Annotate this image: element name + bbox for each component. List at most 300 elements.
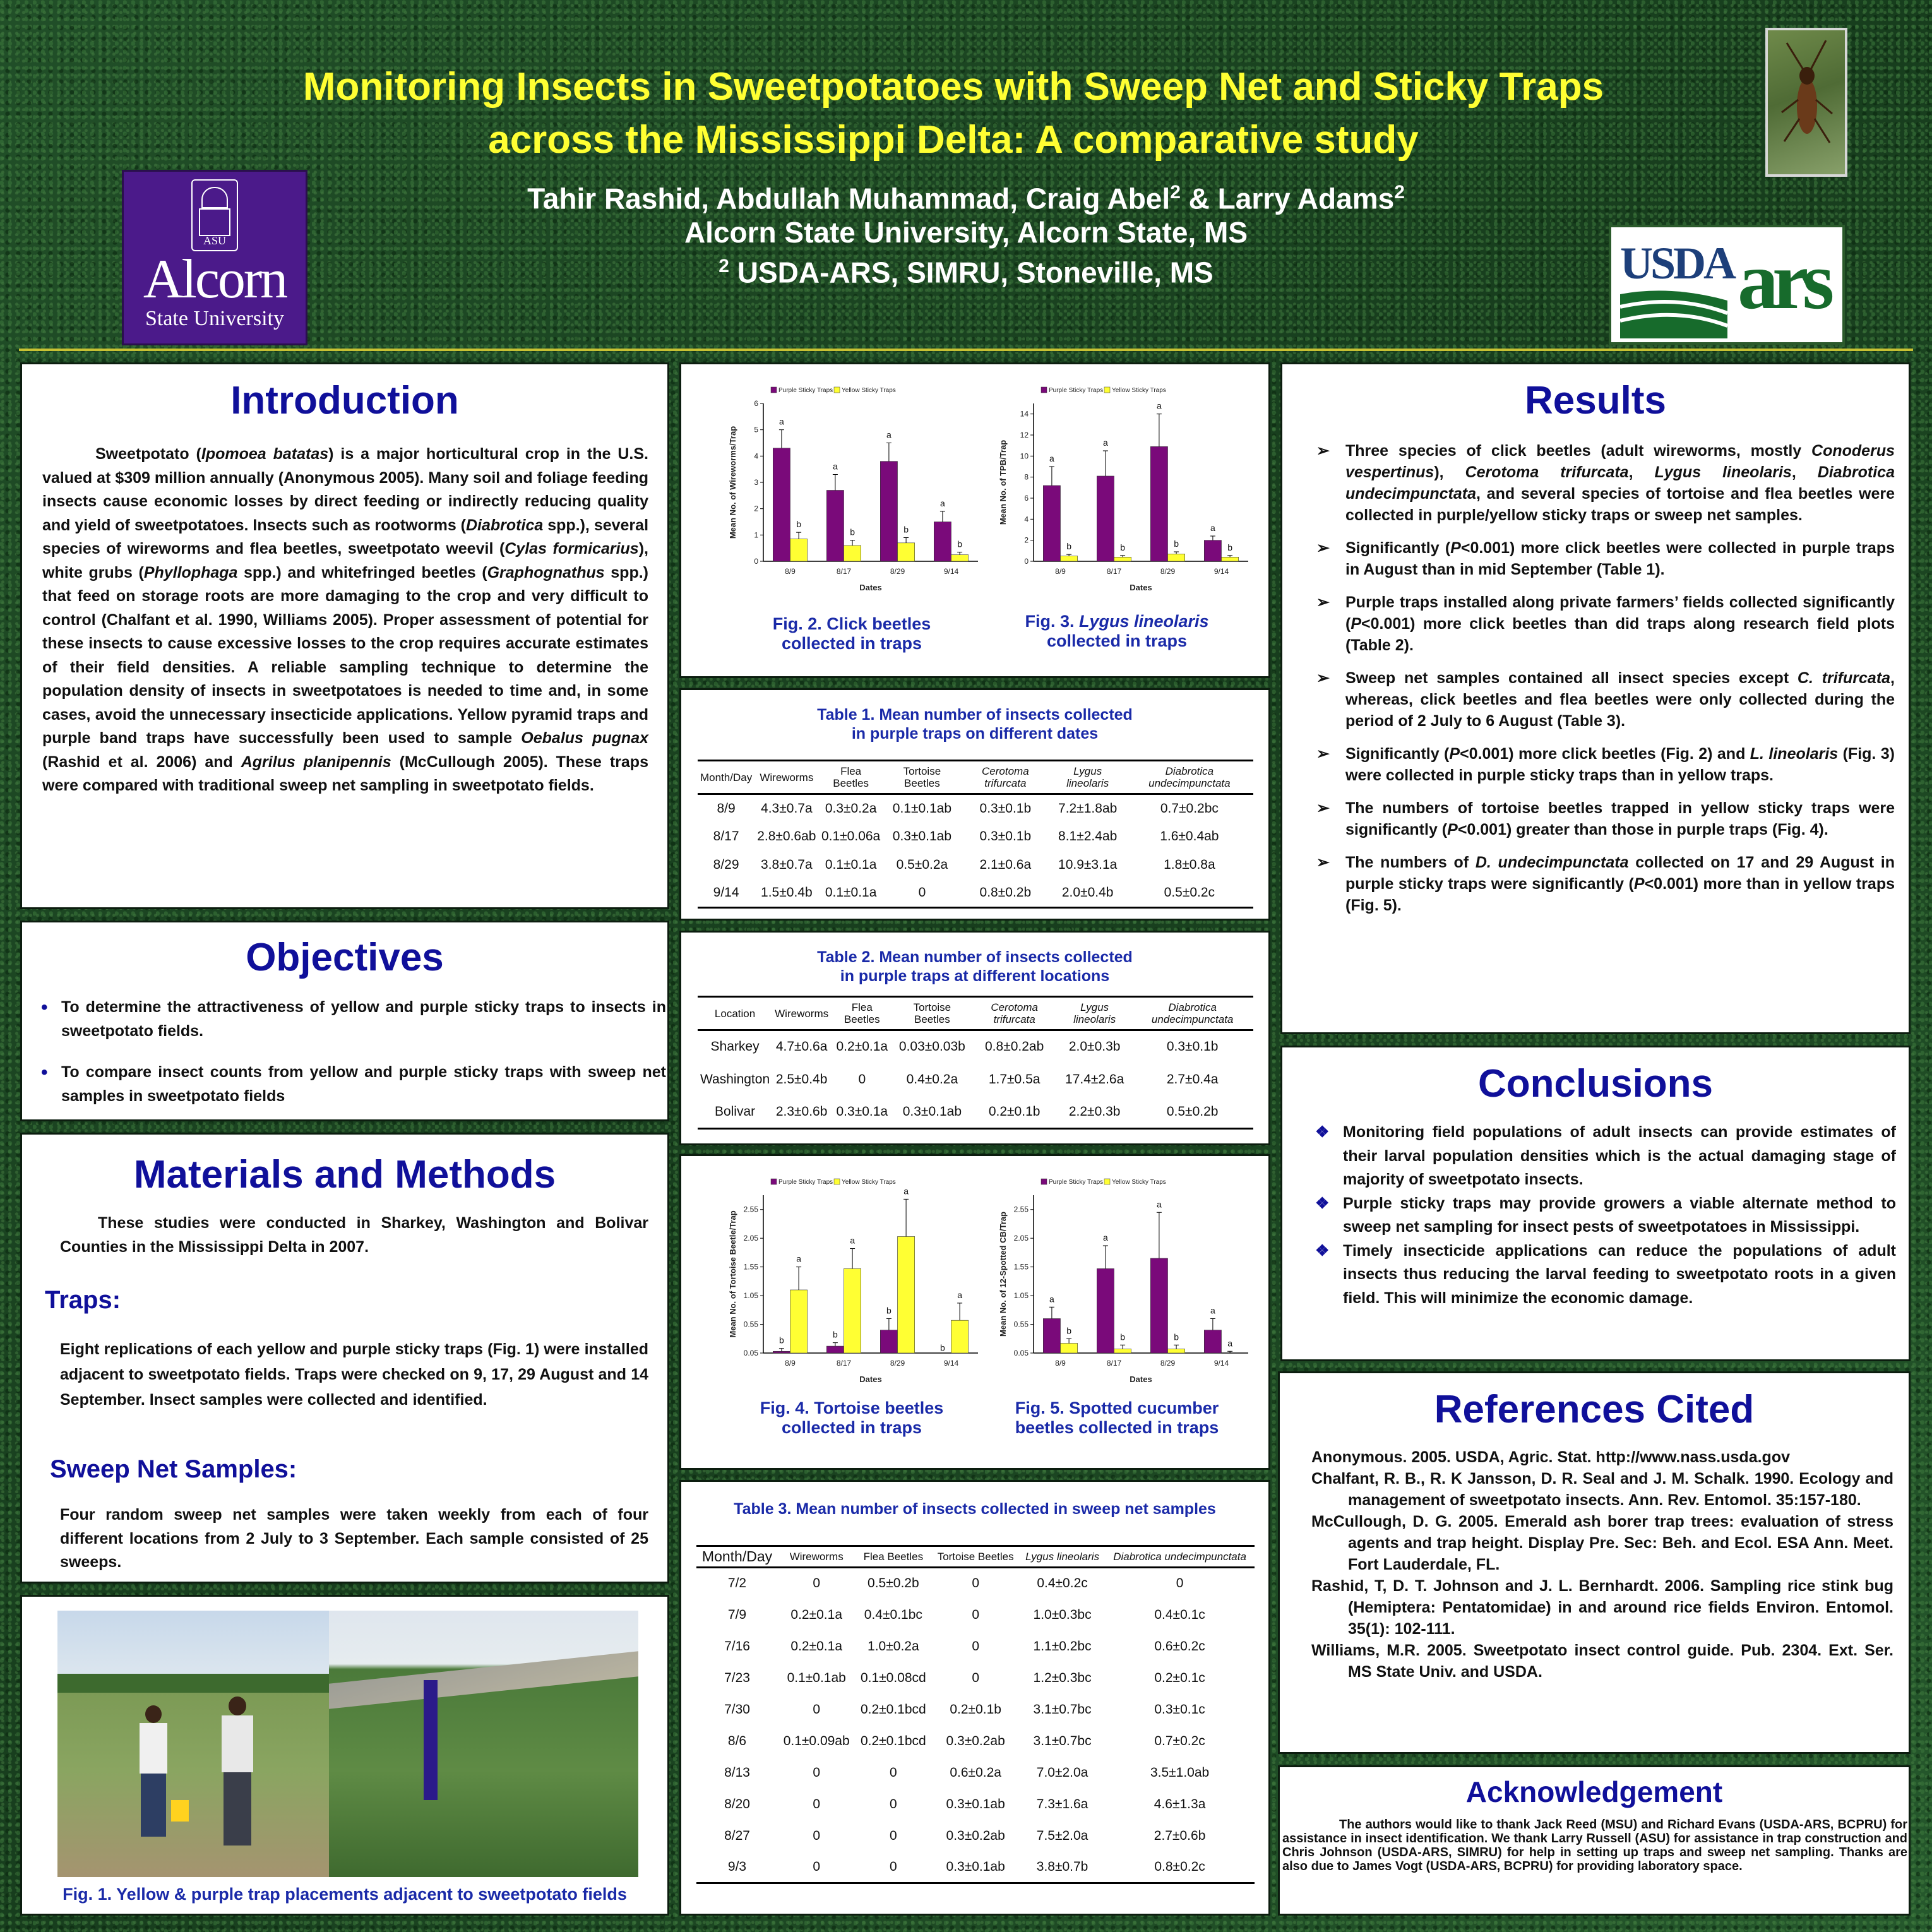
bar-purple	[1204, 1330, 1221, 1353]
table-cell: Bolivar	[698, 1096, 772, 1129]
table-cell: 9/3	[696, 1852, 778, 1883]
table-cell: 8.1±2.4ab	[1058, 829, 1118, 844]
fig4-chart	[719, 1170, 984, 1404]
person-figure-icon	[140, 1705, 167, 1838]
table-cell: 10.9±3.1a	[1058, 857, 1118, 872]
table-cell: 0	[813, 1702, 821, 1717]
significance-label: a	[940, 498, 945, 508]
arrow-bullet-icon: ➢	[1316, 745, 1330, 763]
table-cell: 3.8±0.7b	[1020, 1852, 1105, 1883]
introduction-text: Sweetpotato (Ipomoea batatas) is a major horticultural crop in the U.S. valued at $309 million annually (Anonymous 2005). Many soil and foliage feeding insects cause economic losses by direct feeding or indirectly reducing quality and yield of sweetpotatoes. Insects such as rootworms (Diabrotica spp.), several species of wireworms and flea beetles, sweetpotato weevil (Cylas formicarius), white grubs (Phyllophaga spp.) and whitefringed beetles (Graphognathus spp.) that feed on storage roots are more damaging to the crop and very difficult to control (Chalfant et al. 1990, Williams 2005). Proper assessment of potential for these insects to cause excessive losses to the crop requires accurate estimates of their field densities. A reliable sampling technique to determine the population density of insects in sweetpotatoes is needed to time and, in some cases, avoid the unnecessary insecticide applications. Yellow pyramid traps and purple band traps have successfully been used to sample Oebalus pugnax (Rashid et al. 2006) and Agrilus planipennis (McCullough 2005). These traps were compared with traditional sweep net sampling in sweetpotato fields.	[42, 445, 649, 794]
arrow-bullet-icon: ➢	[1316, 799, 1330, 817]
table-cell: 0.5±0.2a	[896, 857, 948, 872]
poster-title	[189, 61, 1717, 167]
significance-label: b	[1174, 539, 1179, 549]
bar-yellow	[844, 546, 861, 561]
table-cell: 2.8±0.6ab	[757, 829, 816, 844]
table-cell: 1.8±0.8a	[1164, 857, 1215, 872]
photo-sweetpotato-field	[329, 1611, 638, 1877]
table-cell: 4.7±0.6a	[775, 1039, 828, 1054]
affiliation-2: $^2$ USDA-ARS, SIMRU, Stoneville, MS	[719, 256, 1213, 289]
y-tick-label: 6	[754, 399, 758, 408]
table-cell: 0.2±0.1a	[790, 1607, 842, 1622]
introduction-title: Introduction	[230, 379, 459, 422]
poster-title-line2: across the Mississippi Delta: A comparative study	[488, 118, 1419, 162]
table-cell: 1.0±0.3bc	[1033, 1607, 1092, 1622]
x-tick-label: 9/14	[1213, 1359, 1229, 1368]
conclusion-item: ❖ Timely insecticide applications can reduce the populations of adult insects thus reducing the larval feeding to sweetpotato roots in a given field. This will minimize the economic damage.	[1315, 1239, 1896, 1311]
bar-purple	[1150, 1258, 1167, 1353]
significance-label: a	[1227, 1338, 1232, 1349]
table-cell: 0.8±0.2b	[961, 880, 1050, 908]
conclusions-list	[1315, 1121, 1896, 1310]
arrow-bullet-icon: ➢	[1316, 442, 1330, 460]
significance-label: b	[1120, 542, 1125, 552]
bar-yellow	[1114, 1349, 1131, 1353]
table-cell: 0	[890, 1796, 897, 1811]
purple-trap-icon	[424, 1680, 438, 1800]
legend-label: Yellow Sticky Traps	[1112, 1179, 1166, 1186]
x-tick-label: 8/29	[890, 567, 905, 576]
results-list	[1316, 440, 1895, 916]
table1-panel	[679, 688, 1270, 921]
table-cell: 0	[813, 1765, 821, 1780]
bar-purple	[934, 522, 951, 562]
significance-label: a	[779, 416, 784, 427]
table-cell: 8/6	[727, 1733, 747, 1748]
table-row	[696, 1757, 1255, 1789]
methods-title: Materials and Methods	[133, 1153, 556, 1196]
table-cell: 0.4±0.1bc	[864, 1607, 922, 1622]
table-row	[696, 1789, 1255, 1820]
results-panel	[1280, 362, 1911, 1034]
usda-ars-logo	[1609, 225, 1845, 345]
bar-yellow	[898, 543, 915, 561]
y-tick-label: 0.55	[743, 1320, 758, 1329]
legend-swatch	[834, 387, 840, 393]
legend-label: Yellow Sticky Traps	[842, 387, 896, 394]
table-cell: 8/17	[713, 829, 739, 844]
table-cell: 7/30	[724, 1702, 750, 1717]
y-tick-label: 12	[1020, 431, 1029, 439]
y-tick-label: 1.05	[743, 1291, 758, 1301]
references-list	[1311, 1446, 1893, 1683]
table-row	[696, 1726, 1255, 1757]
table-cell: 0.5±0.2b	[868, 1576, 919, 1591]
table-cell: 8/29	[713, 857, 739, 872]
table-cell: 0.8±0.2ab	[985, 1039, 1044, 1054]
significance-label: a	[1103, 438, 1108, 448]
bar-purple	[880, 1330, 897, 1353]
yellow-trap-icon	[171, 1800, 189, 1822]
significance-label: a	[1049, 1294, 1054, 1304]
table-header-row: Location Wireworms Flea Beetles Tortoise Beetles Cerotoma trifurcata Lygus lineolaris Diabrotica undecimpunctata	[698, 997, 1253, 1030]
objective-item: • To compare insect counts from yellow and purple sticky traps with sweep net samples in sweetpotato fields	[41, 1062, 666, 1105]
significance-label: b	[796, 519, 801, 530]
x-tick-label: 8/17	[1106, 567, 1122, 576]
significance-label: a	[886, 429, 891, 440]
conclusions-panel	[1280, 1046, 1911, 1361]
table-cell: 7.2±1.8ab	[1058, 801, 1118, 816]
acknowledgement-title: Acknowledgement	[1465, 1775, 1723, 1808]
table-cell: 17.4±2.6a	[1065, 1071, 1124, 1087]
table-row	[696, 1599, 1255, 1631]
table-cell: 0.3±0.2a	[825, 801, 877, 816]
result-item: ➢ The numbers of tortoise beetles trapped in yellow sticky traps were significantly (P<0.001) greater than those in purple traps (Fig. 4).	[1316, 797, 1895, 840]
fig2-3-panel	[679, 362, 1270, 678]
objectives-title: Objectives	[246, 936, 444, 979]
table-cell: 2.3±0.6b	[772, 1096, 831, 1129]
sweep-heading: Sweep Net Samples:	[50, 1455, 297, 1483]
table-cell: 7/16	[724, 1638, 750, 1654]
table-cell: 2.0±0.4b	[1050, 880, 1126, 908]
bar-purple	[1097, 1268, 1114, 1353]
significance-label: b	[779, 1335, 784, 1345]
table-cell: 0	[813, 1576, 821, 1591]
table-header-row: Month/Day Wireworms Flea Beetles Tortoise Beetles Cerotoma trifurcata Lygus lineolaris Diabrotica undecimpunctata	[698, 761, 1253, 794]
table-cell: 0.3±0.1ab	[892, 829, 952, 844]
fig4-5-panel	[679, 1154, 1270, 1470]
table-cell: 0.3±0.1b	[979, 829, 1032, 844]
table-cell: 0.7±0.2c	[1154, 1733, 1205, 1748]
result-item: ➢ Purple traps installed along private farmers’ fields collected significantly (P<0.001) more click beetles than did traps along research field plots (Table 2).	[1316, 592, 1895, 656]
table-cell: 0	[1176, 1576, 1184, 1591]
y-tick-label: 10	[1020, 451, 1029, 461]
arrow-bullet-icon: ➢	[1316, 854, 1330, 871]
table-cell: 0.1±0.09ab	[783, 1733, 850, 1748]
bullet-dot-icon: •	[41, 1062, 48, 1083]
x-tick-label: 8/29	[1160, 1359, 1176, 1368]
bar-yellow	[951, 555, 969, 561]
y-tick-label: 2.55	[1013, 1205, 1029, 1214]
table-cell: 0.2±0.1a	[836, 1039, 888, 1054]
x-tick-label: 9/14	[943, 1359, 959, 1368]
significance-label: b	[850, 527, 855, 537]
legend-swatch	[834, 1179, 840, 1184]
y-axis-label: Mean No. of Wireworms/Trap	[728, 426, 737, 539]
legend-swatch	[771, 1179, 777, 1184]
x-tick-label: 8/17	[1106, 1359, 1122, 1368]
table-cell: 0.4±0.2a	[906, 1071, 958, 1087]
significance-label: a	[1049, 453, 1054, 463]
traps-text: Eight replications of each yellow and purple sticky traps (Fig. 1) were installed adjacent to sweetpotato fields. Traps were checked on 9, 17, 29 August and 14 September. Insect samples were collected and identified.	[60, 1340, 648, 1409]
y-tick-label: 1	[754, 530, 758, 540]
table-cell: 0	[972, 1638, 979, 1654]
y-tick-label: 2	[1024, 535, 1029, 545]
usda-logo: USDA	[1620, 238, 1734, 289]
table-cell: 0.3±0.1ab	[946, 1796, 1005, 1811]
x-axis-label: Dates	[859, 583, 882, 592]
y-tick-label: 6	[1024, 494, 1029, 503]
table-row	[698, 823, 1253, 851]
table-cell: 0	[858, 1071, 866, 1087]
table-cell: 0.1±0.1a	[818, 880, 883, 908]
bar-purple	[880, 462, 897, 561]
introduction-panel	[20, 362, 669, 909]
table-cell: 8/20	[724, 1796, 750, 1811]
acknowledgement-panel	[1278, 1765, 1911, 1916]
table-cell: 4.6±1.3a	[1154, 1796, 1206, 1811]
table-cell: 3.8±0.7a	[761, 857, 813, 872]
x-tick-label: 9/14	[1213, 567, 1229, 576]
table-cell: 3.1±0.7bc	[1033, 1702, 1092, 1717]
table-cell: 2.0±0.3b	[1068, 1039, 1121, 1054]
table-cell: 0.03±0.03b	[898, 1039, 965, 1054]
y-tick-label: 1.55	[743, 1262, 758, 1272]
significance-label: a	[1210, 1305, 1215, 1316]
table-cell: 0	[883, 880, 961, 908]
x-tick-label: 9/14	[943, 567, 959, 576]
legend-swatch	[1104, 1179, 1110, 1184]
conclusions-title: Conclusions	[1477, 1062, 1714, 1106]
table-cell: 1.6±0.4ab	[1160, 829, 1219, 844]
x-axis-label: Dates	[859, 1374, 882, 1384]
authors-block	[316, 176, 1616, 290]
references-panel	[1278, 1371, 1911, 1754]
table-row	[696, 1820, 1255, 1852]
table-cell: 0	[972, 1670, 979, 1685]
table-cell: 0.2±0.1bcd	[860, 1702, 926, 1717]
table-row	[698, 794, 1253, 823]
bar-purple	[1150, 446, 1167, 561]
bar-yellow	[1168, 554, 1185, 561]
legend-swatch	[1104, 387, 1110, 393]
table-cell: 7.0±2.0a	[1036, 1765, 1088, 1780]
fig1-caption: Fig. 1. Yellow & purple trap placements adjacent to sweetpotato fields	[63, 1885, 627, 1904]
x-tick-label: 8/9	[1055, 567, 1066, 576]
table-row	[696, 1568, 1255, 1599]
table-header-row: Month/Day Wireworms Flea Beetles Tortoise Beetles Lygus lineolaris Diabrotica undecimpunctata	[696, 1546, 1255, 1568]
table3-panel	[679, 1480, 1270, 1916]
table-cell: 8/13	[724, 1765, 750, 1780]
bullet-dot-icon: •	[41, 997, 48, 1018]
references-title: References Cited	[1434, 1388, 1755, 1431]
table-cell: 0.6±0.2a	[950, 1765, 1001, 1780]
table-cell: 0.3±0.1ab	[893, 1096, 971, 1129]
y-tick-label: 1.05	[1013, 1291, 1029, 1301]
table-cell: 0.4±0.2c	[1037, 1576, 1088, 1591]
table-cell: 7.3±1.6a	[1036, 1796, 1088, 1811]
x-axis-label: Dates	[1130, 1374, 1152, 1384]
significance-label: a	[957, 1289, 962, 1300]
y-axis-label: Mean No. of TPB/Trap	[998, 439, 1008, 525]
bar-yellow	[1061, 1344, 1078, 1353]
table3	[696, 1545, 1255, 1884]
bar-purple	[826, 1346, 844, 1353]
conclusion-item: ❖ Monitoring field populations of adult insects can provide estimates of their larval population densities which is the actual damaging stage of majority of sweetpotato insects.	[1315, 1121, 1896, 1192]
x-tick-label: 8/9	[785, 1359, 796, 1368]
y-tick-label: 4	[754, 451, 758, 461]
significance-label: b	[1227, 542, 1232, 552]
methods-panel	[20, 1133, 669, 1583]
x-tick-label: 8/9	[1055, 1359, 1066, 1368]
table3-caption: Table 3. Mean number of insects collected in sweep net samples	[734, 1500, 1216, 1518]
significance-label: b	[1066, 541, 1071, 552]
table-cell: 2.1±0.6a	[979, 857, 1032, 872]
table-cell: 1.5±0.4b	[754, 880, 818, 908]
affiliation-1: Alcorn State University, Alcorn State, MS	[684, 216, 1248, 249]
significance-label: a	[1157, 1199, 1162, 1210]
x-tick-label: 8/9	[785, 567, 796, 576]
bar-yellow	[1168, 1349, 1185, 1353]
significance-label: a	[1103, 1232, 1108, 1243]
table-cell: 0	[972, 1576, 979, 1591]
x-tick-label: 8/17	[836, 1359, 852, 1368]
significance-label: a	[903, 1186, 909, 1196]
reference-item: Williams, M.R. 2005. Sweetpotato insect control guide. Pub. 2304. Ext. Ser. MS State Univ. and USDA.	[1311, 1642, 1893, 1681]
table-cell: 0.7±0.2bc	[1160, 801, 1219, 816]
table-cell: 1.0±0.2a	[868, 1638, 919, 1654]
methods-intro: These studies were conducted in Sharkey, Washington and Bolivar Counties in the Mississippi Delta in 2007.	[60, 1214, 648, 1256]
legend-swatch	[1041, 387, 1047, 393]
y-tick-label: 0	[1024, 557, 1029, 566]
table-row	[698, 1030, 1253, 1063]
table-cell: 0.3±0.1ab	[931, 1852, 1020, 1883]
header-divider	[19, 349, 1913, 351]
table-cell: 1.1±0.2bc	[1033, 1638, 1092, 1654]
table-row	[698, 1063, 1253, 1096]
y-tick-label: 1.55	[1013, 1262, 1029, 1272]
table-cell: 7/9	[727, 1607, 747, 1622]
table-cell: 3.5±1.0ab	[1150, 1765, 1210, 1780]
bar-purple	[1097, 476, 1114, 561]
table-cell: 0.5±0.2b	[1131, 1096, 1253, 1129]
fig3-chart	[989, 378, 1255, 612]
table-cell: 0.1±0.08cd	[860, 1670, 926, 1685]
insect-photo	[1765, 28, 1847, 177]
table-cell: 0	[972, 1607, 979, 1622]
traps-heading: Traps:	[45, 1286, 121, 1314]
legend-swatch	[1041, 1179, 1047, 1184]
significance-label: a	[1157, 400, 1162, 411]
y-tick-label: 2	[754, 504, 758, 513]
reference-item: McCullough, D. G. 2005. Emerald ash borer trap trees: evaluation of stress agents and trap height. Display Pre. Sec: Beh. and Ecol. ESA Ann. Meet. Fort Lauderdale, FL.	[1311, 1513, 1893, 1573]
table-cell: 0	[813, 1828, 821, 1843]
fig2-caption: Fig. 2. Click beetles collected in traps	[772, 614, 931, 653]
table1	[698, 760, 1253, 909]
reference-item: Chalfant, R. B., R. K Jansson, D. R. Seal and J. M. Schalk. 1990. Ecology and management of sweetpotato insects. Ann. Rev. Entomol. 35:157-180.	[1311, 1470, 1893, 1509]
significance-label: b	[957, 539, 962, 549]
significance-label: a	[1210, 523, 1215, 533]
significance-label: a	[833, 461, 838, 472]
alcorn-seal-icon: ASU	[191, 179, 238, 251]
significance-label: a	[796, 1253, 801, 1264]
legend-label: Yellow Sticky Traps	[1112, 387, 1166, 394]
table-row	[696, 1852, 1255, 1883]
y-tick-label: 0.05	[743, 1349, 758, 1357]
results-title: Results	[1525, 379, 1666, 422]
table-cell: 0.3±0.2ab	[946, 1828, 1005, 1843]
table-cell: 7/23	[724, 1670, 750, 1685]
y-axis-label: Mean No. of 12-Spotted CB/Trap	[998, 1212, 1008, 1337]
table-cell: 0	[813, 1796, 821, 1811]
bar-yellow	[1114, 557, 1131, 561]
significance-label: b	[940, 1342, 945, 1353]
significance-label: b	[903, 524, 909, 535]
table-cell: 0	[778, 1852, 855, 1883]
bar-purple	[773, 448, 790, 561]
table-cell: 3.1±0.7bc	[1033, 1733, 1092, 1748]
y-axis-label: Mean No. of Tortoise Beetle/Trap	[728, 1210, 737, 1338]
table-cell: 2.5±0.4b	[775, 1071, 828, 1087]
table-cell: 0.4±0.1c	[1154, 1607, 1205, 1622]
table-row	[696, 1662, 1255, 1694]
table-cell: 0.1±0.1ab	[787, 1670, 846, 1685]
y-tick-label: 0.55	[1013, 1320, 1029, 1329]
table-cell: 0.3±0.1b	[1166, 1039, 1219, 1054]
table-cell: 0.3±0.2ab	[946, 1733, 1005, 1748]
y-tick-label: 5	[754, 425, 758, 434]
objectives-list	[41, 996, 666, 1108]
table-cell: 0.3±0.1a	[831, 1096, 893, 1129]
usda-fields-icon	[1620, 288, 1727, 338]
table-cell: 0	[855, 1852, 931, 1883]
result-item: ➢ Significantly (P<0.001) more click beetles were collected in purple traps in August than in mid September (Table 1).	[1316, 537, 1895, 580]
arrow-bullet-icon: ➢	[1316, 593, 1330, 611]
bar-yellow	[1222, 557, 1239, 561]
legend-label: Purple Sticky Traps	[1049, 1179, 1104, 1186]
ars-logo: ars	[1738, 236, 1828, 326]
table-cell: 0.2±0.1bcd	[860, 1733, 926, 1748]
bar-yellow	[844, 1268, 861, 1353]
x-tick-label: 8/29	[890, 1359, 905, 1368]
person-figure-icon	[222, 1696, 253, 1848]
arrow-bullet-icon: ➢	[1316, 669, 1330, 687]
table-cell: 0.1±0.1ab	[892, 801, 952, 816]
objectives-panel	[20, 921, 669, 1121]
table-cell: 0.6±0.2c	[1154, 1638, 1205, 1654]
legend-swatch	[771, 387, 777, 393]
legend-label: Purple Sticky Traps	[778, 387, 833, 394]
acknowledgement-text: The authors would like to thank Jack Reed (MSU) and Richard Evans (USDA-ARS, BCPRU) for assistance in insect identification. We thank Larry Russell (ASU) for assistance in trap construction and Chris Johnson (USDA-ARS, SIMRU) for help in setting up traps and sweep net sampling. Thanks are also due to James Vogt (USDA-ARS, BCPRU) for providing laboratory space.	[1282, 1818, 1907, 1873]
table-row	[696, 1631, 1255, 1662]
beetle-icon	[1768, 30, 1845, 174]
table-cell: 0.5±0.2c	[1126, 880, 1253, 908]
diamond-bullet-icon: ❖	[1315, 1123, 1330, 1141]
objective-item: • To determine the attractiveness of yellow and purple sticky traps to insects in sweetpotato fields.	[41, 997, 666, 1040]
reference-item: Rashid, T, D. T. Johnson and J. L. Bernhardt. 2006. Sampling rice stink bug (Hemiptera: Pentatomidae) in and around rice fields Environ. Entomol. 35(1): 102-111.	[1311, 1577, 1893, 1638]
table1-caption: Table 1. Mean number of insects collected in purple traps on different dates	[817, 706, 1133, 742]
conclusion-item: ❖ Purple sticky traps may provide growers a viable alternate method to sweep net sampling for insect pests of sweetpotatoes in Mississippi.	[1315, 1192, 1896, 1239]
y-tick-label: 2.05	[1013, 1234, 1029, 1243]
table-cell: 4.3±0.7a	[761, 801, 813, 816]
significance-label: a	[850, 1235, 855, 1246]
table-cell: 0	[890, 1765, 897, 1780]
table-row	[698, 1096, 1253, 1129]
table-cell: 1.2±0.3bc	[1033, 1670, 1092, 1685]
bar-purple	[1043, 486, 1060, 561]
table-cell: 7/2	[727, 1576, 747, 1591]
table-cell: 8/27	[724, 1828, 750, 1843]
legend-label: Purple Sticky Traps	[1049, 387, 1104, 394]
table-cell: Washington	[700, 1071, 770, 1087]
table-cell: 0.8±0.2c	[1105, 1852, 1255, 1883]
significance-label: b	[886, 1305, 891, 1316]
diamond-bullet-icon: ❖	[1315, 1241, 1330, 1260]
table-cell: 0.2±0.1b	[971, 1096, 1058, 1129]
x-tick-label: 8/29	[1160, 567, 1176, 576]
y-tick-label: 0.05	[1013, 1349, 1029, 1357]
y-tick-label: 4	[1024, 515, 1029, 524]
table-cell: 0.1±0.1a	[825, 857, 877, 872]
bar-purple	[1043, 1318, 1060, 1353]
table-row	[696, 1694, 1255, 1726]
result-item: ➢ Significantly (P<0.001) more click beetles (Fig. 2) and L. lineolaris (Fig. 3) were collected in purple sticky traps than in yellow traps.	[1316, 743, 1895, 786]
bar-yellow	[898, 1236, 915, 1353]
result-item: ➢ The numbers of D. undecimpunctata collected on 17 and 29 August in purple sticky traps were significantly (P<0.001) more than in yellow traps (Fig. 5).	[1316, 852, 1895, 916]
bar-purple	[1204, 540, 1221, 561]
table-cell: 0.2±0.1c	[1154, 1670, 1205, 1685]
